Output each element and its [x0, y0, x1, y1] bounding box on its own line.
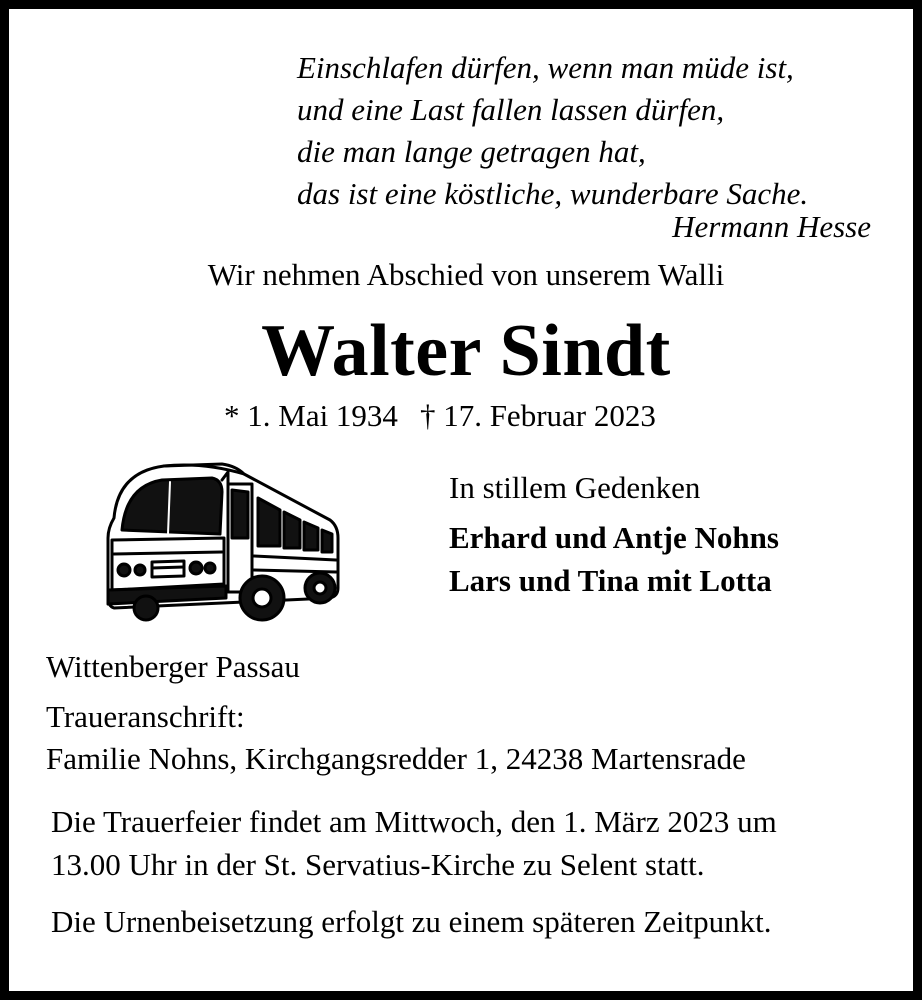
mourner-line: Lars und Tina mit Lotta: [449, 563, 772, 598]
poem-line: das ist eine köstliche, wunderbare Sache.: [297, 176, 809, 211]
address-value: Familie Nohns, Kirchgangsredder 1, 24238 Martensrade: [46, 741, 746, 776]
mourners-intro: In stillem Gedenken: [449, 470, 701, 505]
place-text: Wittenberger Passau: [46, 649, 300, 684]
mourner-line: Erhard und Antje Nohns: [449, 520, 779, 555]
service-line: 13.00 Uhr in der St. Servatius-Kirche zu Selent statt.: [51, 847, 705, 882]
address-label: Traueranschrift:: [46, 699, 245, 734]
life-dates: [224, 398, 656, 434]
poem-line: die man lange getragen hat,: [297, 134, 646, 169]
urn-note: Die Urnenbeisetzung erfolgt zu einem späteren Zeitpunkt.: [51, 904, 772, 939]
death-date: † 17. Februar 2023: [419, 398, 656, 433]
birth-date: * 1. Mai 1934: [224, 398, 398, 433]
bus-icon: [104, 458, 344, 626]
service-line: Die Trauerfeier findet am Mittwoch, den 1. März 2023 um: [51, 804, 777, 839]
farewell-intro: Wir nehmen Abschied von unserem Walli: [207, 257, 725, 292]
poem-line: Einschlafen dürfen, wenn man müde ist,: [297, 50, 794, 85]
poem-line: und eine Last fallen lassen dürfen,: [297, 92, 725, 127]
poem-author: Hermann Hesse: [672, 209, 871, 244]
poem-quote: [297, 47, 808, 215]
deceased-name: Walter Sindt: [261, 310, 671, 392]
